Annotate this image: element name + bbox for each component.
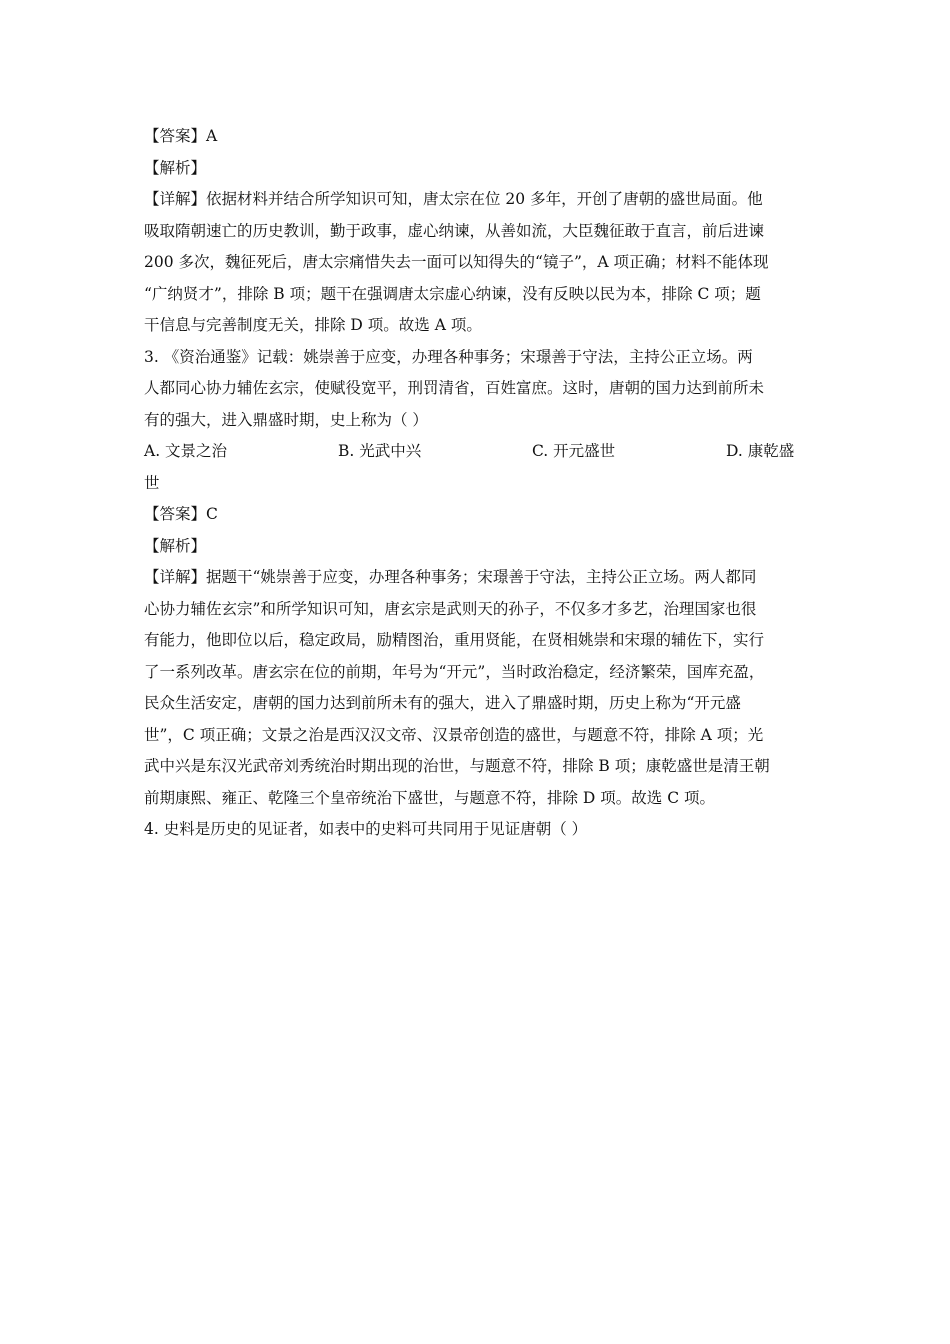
- q3-option-b: B. 光武中兴: [338, 442, 422, 460]
- q3-answer: 【答案】C: [144, 505, 218, 523]
- q3-option-c: C. 开元盛世: [532, 442, 616, 460]
- q2-detail-line: 吸取隋朝速亡的历史教训，勤于政事，虚心纳谏，从善如流，大臣魏征敢于直言，前后进谏: [144, 221, 765, 240]
- q3-detail-line: 【详解】据题干“姚崇善于应变，办理各种事务；宋璟善于守法，主持公正立场。两人都同: [144, 568, 757, 586]
- q3-option-wrap: 世: [144, 473, 160, 492]
- q2-answer: 【答案】A: [144, 127, 218, 145]
- q3-question-line: 3. 《资治通鉴》记载：姚崇善于应变，办理各种事务；宋璟善于守法，主持公正立场。两: [144, 347, 753, 366]
- q3-detail-line: 前期康熙、雍正、乾隆三个皇帝统治下盛世，与题意不符，排除 D 项。故选 C 项。: [144, 788, 715, 807]
- q3-detail-line: 武中兴是东汉光武帝刘秀统治时期出现的治世，与题意不符，排除 B 项；康乾盛世是清王朝: [144, 757, 770, 775]
- q2-detail-line: 【详解】依据材料并结合所学知识可知，唐太宗在位 20 多年，开创了唐朝的盛世局面。他: [144, 190, 763, 208]
- q3-detail-line: 心协力辅佐玄宗”和所学知识可知，唐玄宗是武则天的孙子，不仅多才多艺，治理国家也很: [144, 599, 757, 618]
- page-content: [144, 121, 806, 846]
- q2-detail-line: “广纳贤才”，排除 B 项；题干在强调唐太宗虚心纳谏，没有反映以民为本，排除 C 项；题: [144, 284, 761, 303]
- q3-options: [144, 436, 806, 468]
- q3-analysis-label: 【解析】: [144, 536, 207, 555]
- q3-detail-line: 民众生活安定，唐朝的国力达到前所未有的强大，进入了鼎盛时期，历史上称为“开元盛: [144, 694, 741, 712]
- q3-detail-line: 了一系列改革。唐玄宗在位的前期，年号为“开元”，当时政治稳定，经济繁荣，国库充盈，: [144, 662, 765, 681]
- q2-analysis-label: 【解析】: [144, 158, 207, 177]
- q3-option-d: D. 康乾盛: [726, 442, 795, 460]
- q3-option-a: A. 文景之治: [144, 442, 228, 460]
- q3-detail-line: 有能力，他即位以后，稳定政局，励精图治，重用贤能，在贤相姚崇和宋璟的辅佐下，实行: [144, 631, 765, 649]
- q2-detail-line: 干信息与完善制度无关，排除 D 项。故选 A 项。: [144, 316, 482, 334]
- q4-question: 4. 史料是历史的见证者，如表中的史料可共同用于见证唐朝（ ）: [144, 820, 588, 838]
- q3-question-line: 有的强大，进入鼎盛时期，史上称为（ ）: [144, 410, 428, 429]
- q3-question-line: 人都同心协力辅佐玄宗，使赋役宽平，刑罚清省，百姓富庶。这时，唐朝的国力达到前所未: [144, 379, 765, 397]
- q2-detail-line: 200 多次，魏征死后，唐太宗痛惜失去一面可以知得失的“镜子”，A 项正确；材料不能体现: [144, 253, 769, 271]
- q3-detail-line: 世”，C 项正确；文景之治是西汉汉文帝、汉景帝创造的盛世，与题意不符，排除 A 项；光: [144, 725, 764, 744]
